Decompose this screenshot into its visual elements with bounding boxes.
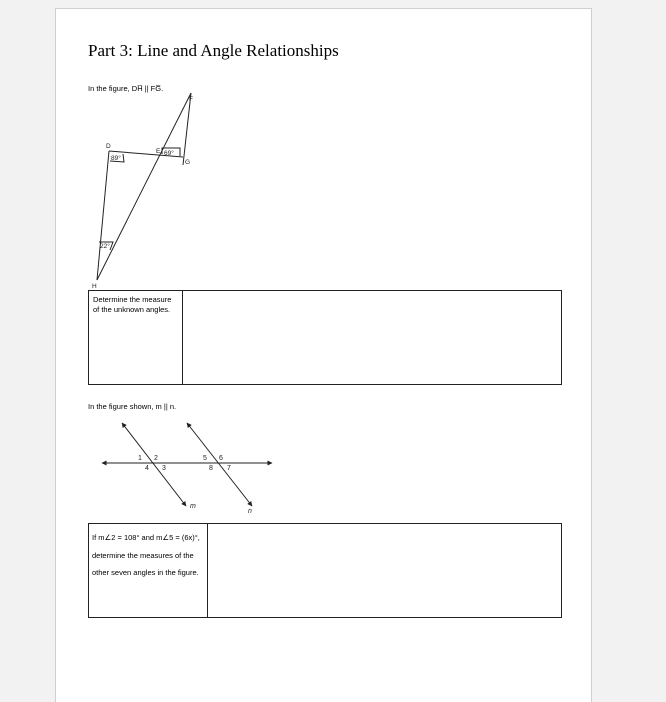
segment-fg	[183, 93, 191, 165]
label-n: n	[248, 508, 252, 515]
angle-d-value: 89°	[111, 155, 121, 162]
angle-number-4: 4	[145, 465, 149, 472]
label-f: F	[189, 96, 193, 103]
label-d: D	[106, 143, 111, 150]
angle-h-value: 22°	[100, 243, 110, 250]
angle-number-5: 5	[203, 455, 207, 462]
label-e: E	[156, 148, 161, 155]
answer-cell-2[interactable]	[208, 524, 561, 617]
answer-cell-1[interactable]	[183, 291, 561, 384]
figure1-intro: In the figure, DH̅ || FG̅.	[88, 84, 164, 93]
angle-number-7: 7	[227, 465, 231, 472]
label-g: G	[185, 159, 191, 166]
angle-number-2: 2	[154, 455, 158, 462]
angle-number-8: 8	[209, 465, 213, 472]
label-h: H	[92, 283, 97, 290]
angle-number-3: 3	[162, 465, 166, 472]
parallel-lines-figure	[56, 409, 593, 519]
page-title: Part 3: Line and Angle Relationships	[88, 41, 339, 60]
angle-number-1: 1	[138, 455, 142, 462]
answer-table-1	[88, 290, 562, 385]
document-page	[55, 8, 592, 702]
prompt-cell-1: Determine the measure of the unknown angles.	[89, 291, 183, 384]
answer-table-2	[88, 523, 562, 618]
angle-e-value: 69°	[164, 150, 174, 157]
angle-number-6: 6	[219, 455, 223, 462]
line-m	[122, 423, 186, 506]
label-m: m	[190, 503, 196, 510]
prompt-cell-2: If m∠2 = 108° and m∠5 = (6x)°, determine the measures of the other seven angles in the figure.	[89, 524, 208, 617]
figure2-intro: In the figure shown, m || n.	[88, 402, 177, 411]
segment-fh	[97, 93, 191, 280]
line-n	[187, 423, 252, 506]
triangle-figure	[56, 9, 593, 294]
